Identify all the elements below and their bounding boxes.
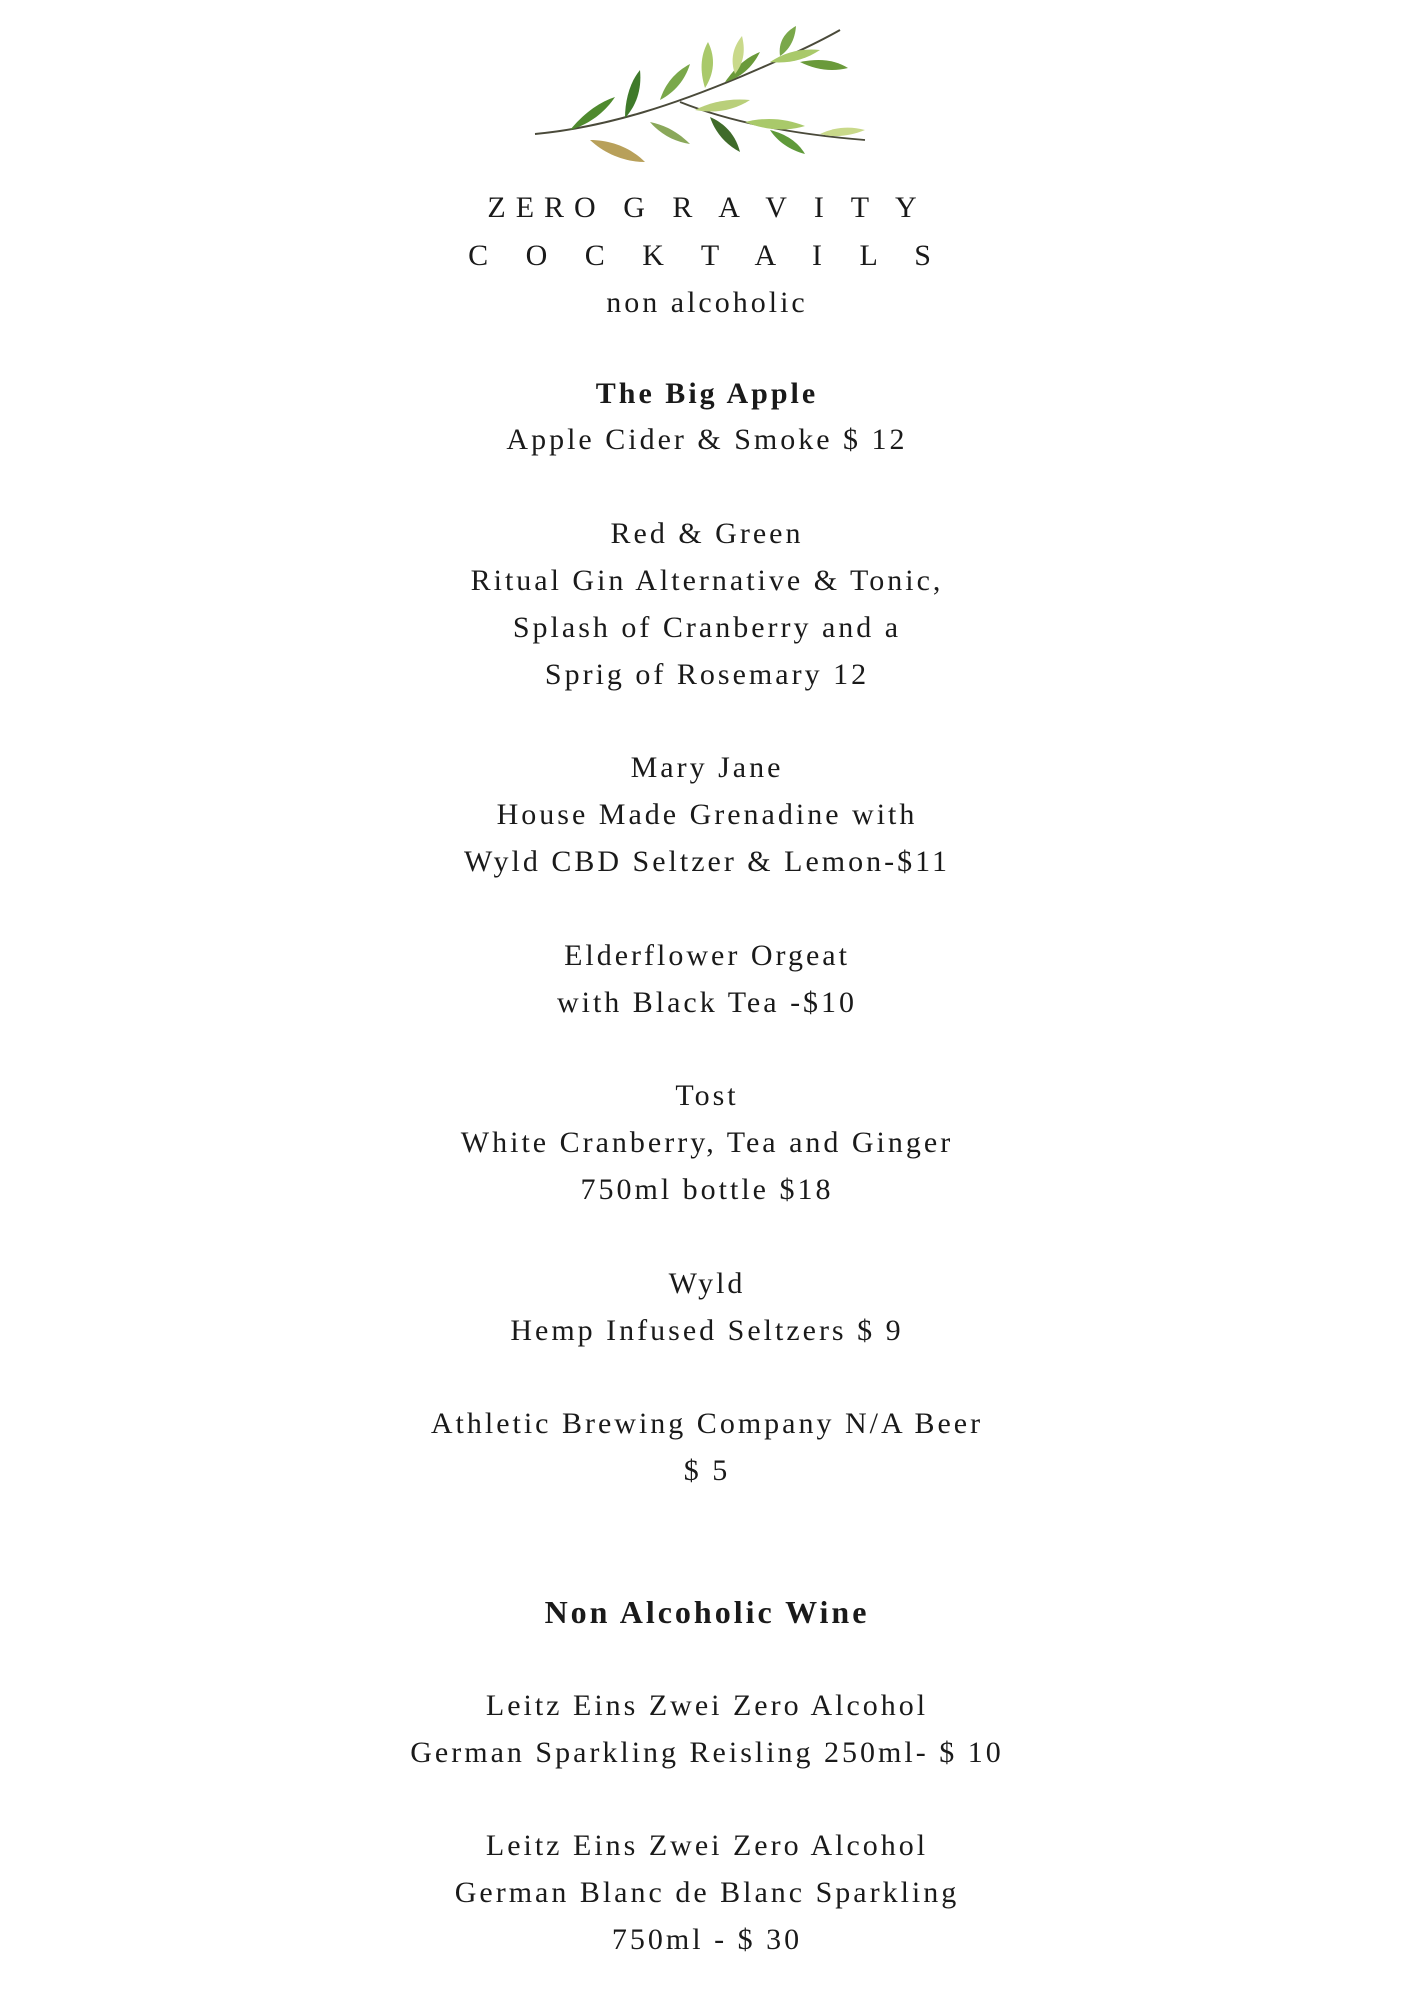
rosemary-sprig-icon [530,22,876,172]
wine-description: 750ml - $ 30 [611,1923,803,1956]
cocktail-description: 750ml bottle $18 [580,1173,834,1206]
cocktail-description: Sprig of Rosemary 12 [544,658,870,691]
cocktail-name: Tost [675,1079,739,1112]
wine-name: Leitz Eins Zwei Zero Alcohol [485,1829,929,1862]
cocktail-description: with Black Tea -$10 [556,986,858,1019]
menu-title-line1: ZERO G R A V I T Y [487,191,927,224]
cocktail-description: $ 5 [683,1454,731,1487]
cocktail-description: Apple Cider & Smoke $ 12 [506,423,908,456]
cocktail-name: Elderflower Orgeat [564,939,850,972]
section-title-wine: Non Alcoholic Wine [544,1594,870,1630]
cocktail-name: Mary Jane [630,751,784,784]
cocktail-name: Red & Green [610,517,804,550]
menu-title-line2: C O C K T A I L S [468,239,946,272]
cocktail-description: Hemp Infused Seltzers $ 9 [510,1314,904,1347]
menu-subtitle: non alcoholic [606,286,808,319]
cocktail-name: Athletic Brewing Company N/A Beer [430,1407,984,1440]
cocktail-description: White Cranberry, Tea and Ginger [460,1126,954,1159]
cocktail-name: Wyld [668,1267,746,1300]
cocktail-description: Wyld CBD Seltzer & Lemon-$11 [463,845,950,878]
cocktail-description: Ritual Gin Alternative & Tonic, [470,564,944,597]
wine-description: German Sparkling Reisling 250ml- $ 10 [410,1736,1004,1769]
cocktail-description: House Made Grenadine with [496,798,918,831]
cocktail-description: Splash of Cranberry and a [512,611,902,644]
wine-name: Leitz Eins Zwei Zero Alcohol [485,1689,929,1722]
wine-description: German Blanc de Blanc Sparkling [454,1876,960,1909]
cocktail-name: The Big Apple [595,377,819,410]
